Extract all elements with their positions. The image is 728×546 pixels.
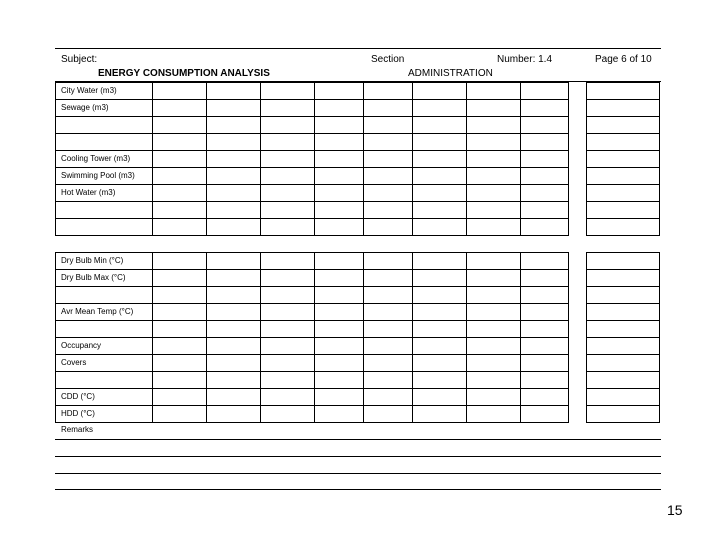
value-cell[interactable] [207, 372, 261, 389]
row-label: Sewage (m3) [56, 100, 153, 117]
value-cell[interactable] [207, 389, 261, 406]
value-cell[interactable] [153, 219, 207, 236]
total-cell[interactable] [587, 168, 660, 185]
column-gap [569, 253, 587, 270]
value-cell[interactable] [521, 185, 569, 202]
value-cell[interactable] [261, 338, 315, 355]
value-cell[interactable] [413, 185, 467, 202]
row-label: Avr Mean Temp (°C) [56, 304, 153, 321]
value-cell[interactable] [207, 406, 261, 423]
table-row [56, 321, 660, 338]
row-label: CDD (°C) [56, 389, 153, 406]
value-cell[interactable] [364, 134, 413, 151]
value-cell[interactable] [315, 168, 364, 185]
value-cell[interactable] [153, 83, 207, 100]
value-cell[interactable] [207, 304, 261, 321]
value-cell[interactable] [315, 253, 364, 270]
value-cell[interactable] [413, 134, 467, 151]
value-cell[interactable] [521, 287, 569, 304]
row-label [56, 219, 153, 236]
table-row [56, 202, 660, 219]
value-cell[interactable] [207, 253, 261, 270]
value-cell[interactable] [467, 355, 521, 372]
value-cell[interactable] [467, 219, 521, 236]
header-top-rule [55, 48, 661, 49]
value-cell[interactable] [364, 406, 413, 423]
table-row [56, 219, 660, 236]
column-gap [569, 287, 587, 304]
value-cell[interactable] [207, 219, 261, 236]
column-gap [569, 355, 587, 372]
value-cell[interactable] [413, 304, 467, 321]
table-row [56, 355, 660, 372]
total-cell[interactable] [587, 202, 660, 219]
value-cell[interactable] [467, 100, 521, 117]
row-label: Dry Bulb Min (°C) [56, 253, 153, 270]
value-cell[interactable] [467, 253, 521, 270]
table-row [56, 168, 660, 185]
column-gap [569, 321, 587, 338]
value-cell[interactable] [153, 287, 207, 304]
value-cell[interactable] [364, 83, 413, 100]
column-gap [569, 219, 587, 236]
value-cell[interactable] [521, 202, 569, 219]
value-cell[interactable] [521, 304, 569, 321]
value-cell[interactable] [261, 134, 315, 151]
value-cell[interactable] [261, 372, 315, 389]
value-cell[interactable] [315, 83, 364, 100]
row-label: City Water (m3) [56, 83, 153, 100]
value-cell[interactable] [261, 168, 315, 185]
total-cell[interactable] [587, 355, 660, 372]
row-label: Swimming Pool (m3) [56, 168, 153, 185]
remarks-line-3 [55, 473, 661, 474]
document-number: Number: 1.4 [497, 54, 553, 65]
value-cell[interactable] [261, 270, 315, 287]
value-cell[interactable] [521, 406, 569, 423]
value-cell[interactable] [413, 253, 467, 270]
value-cell[interactable] [467, 389, 521, 406]
value-cell[interactable] [207, 83, 261, 100]
table-row [56, 406, 660, 423]
row-label: HDD (°C) [56, 406, 153, 423]
total-cell[interactable] [587, 389, 660, 406]
value-cell[interactable] [315, 202, 364, 219]
value-cell[interactable] [207, 338, 261, 355]
total-cell[interactable] [587, 219, 660, 236]
value-cell[interactable] [315, 321, 364, 338]
value-cell[interactable] [207, 321, 261, 338]
section-label: Section [371, 54, 405, 65]
value-cell[interactable] [207, 185, 261, 202]
total-cell[interactable] [587, 372, 660, 389]
value-cell[interactable] [521, 134, 569, 151]
row-label [56, 117, 153, 134]
value-cell[interactable] [467, 83, 521, 100]
value-cell[interactable] [153, 100, 207, 117]
value-cell[interactable] [207, 202, 261, 219]
value-cell[interactable] [153, 168, 207, 185]
value-cell[interactable] [315, 134, 364, 151]
value-cell[interactable] [261, 406, 315, 423]
value-cell[interactable] [413, 270, 467, 287]
value-cell[interactable] [364, 185, 413, 202]
value-cell[interactable] [521, 117, 569, 134]
value-cell[interactable] [153, 406, 207, 423]
value-cell[interactable] [521, 219, 569, 236]
value-cell[interactable] [467, 270, 521, 287]
value-cell[interactable] [153, 151, 207, 168]
value-cell[interactable] [364, 219, 413, 236]
row-label [56, 134, 153, 151]
value-cell[interactable] [364, 389, 413, 406]
value-cell[interactable] [315, 117, 364, 134]
value-cell[interactable] [521, 372, 569, 389]
value-cell[interactable] [364, 270, 413, 287]
value-cell[interactable] [261, 304, 315, 321]
value-cell[interactable] [364, 151, 413, 168]
table-row [56, 389, 660, 406]
remarks-line-4 [55, 489, 661, 490]
value-cell[interactable] [315, 355, 364, 372]
value-cell[interactable] [261, 253, 315, 270]
column-gap [569, 151, 587, 168]
value-cell[interactable] [315, 389, 364, 406]
value-cell[interactable] [153, 355, 207, 372]
value-cell[interactable] [315, 151, 364, 168]
value-cell[interactable] [364, 117, 413, 134]
value-cell[interactable] [261, 321, 315, 338]
value-cell[interactable] [521, 270, 569, 287]
value-cell[interactable] [153, 270, 207, 287]
value-cell[interactable] [413, 202, 467, 219]
value-cell[interactable] [467, 168, 521, 185]
total-cell[interactable] [587, 406, 660, 423]
column-gap [569, 117, 587, 134]
value-cell[interactable] [521, 83, 569, 100]
value-cell[interactable] [261, 100, 315, 117]
value-cell[interactable] [467, 117, 521, 134]
row-label: Cooling Tower (m3) [56, 151, 153, 168]
row-label [56, 202, 153, 219]
row-label [56, 321, 153, 338]
value-cell[interactable] [207, 287, 261, 304]
value-cell[interactable] [413, 355, 467, 372]
value-cell[interactable] [413, 372, 467, 389]
total-cell[interactable] [587, 134, 660, 151]
value-cell[interactable] [315, 185, 364, 202]
value-cell[interactable] [413, 168, 467, 185]
total-cell[interactable] [587, 100, 660, 117]
table-row [56, 372, 660, 389]
value-cell[interactable] [261, 355, 315, 372]
value-cell[interactable] [153, 304, 207, 321]
value-cell[interactable] [364, 287, 413, 304]
column-gap [569, 389, 587, 406]
row-label: Occupancy [56, 338, 153, 355]
value-cell[interactable] [153, 253, 207, 270]
value-cell[interactable] [521, 253, 569, 270]
value-cell[interactable] [261, 219, 315, 236]
value-cell[interactable] [467, 185, 521, 202]
value-cell[interactable] [261, 185, 315, 202]
column-gap [569, 168, 587, 185]
table-row [56, 100, 660, 117]
total-cell[interactable] [587, 151, 660, 168]
value-cell[interactable] [521, 321, 569, 338]
value-cell[interactable] [467, 406, 521, 423]
total-cell[interactable] [587, 287, 660, 304]
value-cell[interactable] [413, 321, 467, 338]
page-indicator: Page 6 of 10 [595, 54, 652, 65]
remarks-line-1 [55, 439, 661, 440]
value-cell[interactable] [153, 202, 207, 219]
table-row [56, 134, 660, 151]
table-row [56, 304, 660, 321]
value-cell[interactable] [315, 406, 364, 423]
total-cell[interactable] [587, 270, 660, 287]
row-label: Dry Bulb Max (°C) [56, 270, 153, 287]
table-row [56, 151, 660, 168]
column-gap [569, 372, 587, 389]
column-gap [569, 185, 587, 202]
value-cell[interactable] [413, 287, 467, 304]
value-cell[interactable] [364, 168, 413, 185]
column-gap [569, 338, 587, 355]
value-cell[interactable] [261, 83, 315, 100]
value-cell[interactable] [364, 100, 413, 117]
value-cell[interactable] [153, 185, 207, 202]
row-label [56, 287, 153, 304]
value-cell[interactable] [413, 219, 467, 236]
value-cell[interactable] [364, 321, 413, 338]
total-cell[interactable] [587, 304, 660, 321]
table-row [56, 117, 660, 134]
value-cell[interactable] [153, 372, 207, 389]
value-cell[interactable] [261, 287, 315, 304]
value-cell[interactable] [413, 338, 467, 355]
value-cell[interactable] [521, 151, 569, 168]
value-cell[interactable] [467, 338, 521, 355]
value-cell[interactable] [467, 321, 521, 338]
remarks-line-2 [55, 456, 661, 457]
value-cell[interactable] [315, 100, 364, 117]
value-cell[interactable] [521, 389, 569, 406]
value-cell[interactable] [207, 168, 261, 185]
value-cell[interactable] [261, 117, 315, 134]
value-cell[interactable] [315, 270, 364, 287]
value-cell[interactable] [315, 304, 364, 321]
total-cell[interactable] [587, 83, 660, 100]
value-cell[interactable] [153, 389, 207, 406]
value-cell[interactable] [315, 219, 364, 236]
value-cell[interactable] [364, 304, 413, 321]
value-cell[interactable] [413, 100, 467, 117]
row-label [56, 372, 153, 389]
value-cell[interactable] [413, 151, 467, 168]
sheet-number: 15 [667, 502, 683, 518]
value-cell[interactable] [153, 321, 207, 338]
table-row [56, 253, 660, 270]
value-cell[interactable] [364, 355, 413, 372]
total-cell[interactable] [587, 338, 660, 355]
total-cell[interactable] [587, 117, 660, 134]
value-cell[interactable] [364, 338, 413, 355]
table-row [56, 270, 660, 287]
table-row [56, 338, 660, 355]
value-cell[interactable] [521, 168, 569, 185]
value-cell[interactable] [413, 83, 467, 100]
value-cell[interactable] [467, 202, 521, 219]
value-cell[interactable] [207, 355, 261, 372]
table-row [56, 83, 660, 100]
document-title: ENERGY CONSUMPTION ANALYSIS [98, 68, 270, 79]
table-row [56, 185, 660, 202]
value-cell[interactable] [153, 134, 207, 151]
value-cell[interactable] [467, 372, 521, 389]
value-cell[interactable] [261, 202, 315, 219]
value-cell[interactable] [207, 134, 261, 151]
value-cell[interactable] [153, 117, 207, 134]
column-gap [569, 202, 587, 219]
value-cell[interactable] [467, 151, 521, 168]
column-gap [569, 304, 587, 321]
value-cell[interactable] [315, 338, 364, 355]
remarks-label: Remarks [61, 425, 94, 434]
value-cell[interactable] [364, 253, 413, 270]
value-cell[interactable] [521, 100, 569, 117]
row-label: Hot Water (m3) [56, 185, 153, 202]
total-cell[interactable] [587, 253, 660, 270]
value-cell[interactable] [315, 287, 364, 304]
value-cell[interactable] [467, 134, 521, 151]
value-cell[interactable] [153, 338, 207, 355]
value-cell[interactable] [207, 151, 261, 168]
department-name: ADMINISTRATION [408, 68, 493, 79]
column-gap [569, 134, 587, 151]
value-cell[interactable] [467, 304, 521, 321]
value-cell[interactable] [364, 372, 413, 389]
value-cell[interactable] [261, 389, 315, 406]
value-cell[interactable] [207, 100, 261, 117]
column-gap [569, 270, 587, 287]
total-cell[interactable] [587, 321, 660, 338]
weather-occupancy-table [55, 252, 660, 423]
value-cell[interactable] [521, 355, 569, 372]
value-cell[interactable] [207, 117, 261, 134]
value-cell[interactable] [413, 389, 467, 406]
value-cell[interactable] [364, 202, 413, 219]
subject-label: Subject: [61, 54, 98, 65]
column-gap [569, 406, 587, 423]
value-cell[interactable] [467, 287, 521, 304]
value-cell[interactable] [315, 372, 364, 389]
column-gap [569, 83, 587, 100]
value-cell[interactable] [261, 151, 315, 168]
consumption-table [55, 82, 660, 236]
value-cell[interactable] [413, 117, 467, 134]
column-gap [569, 100, 587, 117]
row-label: Covers [56, 355, 153, 372]
value-cell[interactable] [207, 270, 261, 287]
value-cell[interactable] [413, 406, 467, 423]
total-cell[interactable] [587, 185, 660, 202]
table-row [56, 287, 660, 304]
value-cell[interactable] [521, 338, 569, 355]
